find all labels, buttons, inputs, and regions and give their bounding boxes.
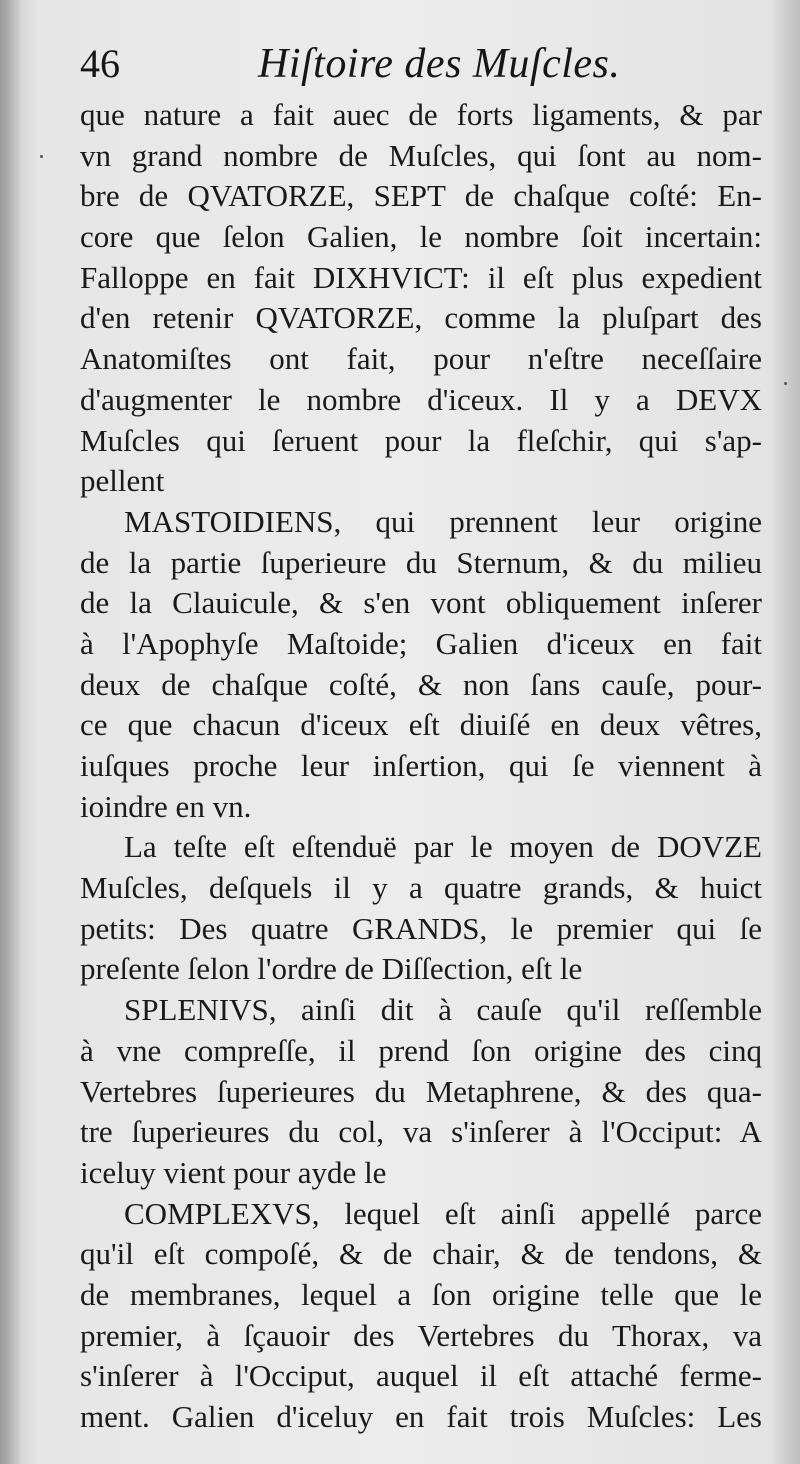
- text-line: iuſques proche leur inſertion, qui ſe viennent à: [80, 748, 762, 783]
- text-line: à l'Apophyſe Maſtoide; Galien d'iceux en fait: [80, 625, 762, 661]
- body-text: [80, 95, 762, 1438]
- text-line: core que ſelon Galien, le nombre ſoit incertain:: [80, 219, 762, 255]
- ink-speck: [40, 155, 43, 158]
- text-line: ment. Galien d'iceluy en fait trois Muſcles: Les: [80, 1399, 762, 1434]
- text-line: de la Clauicule, & s'en vont obliquement inſerer: [80, 585, 762, 621]
- text-line: de la partie ſuperieure du Sternum, & du milieu: [80, 544, 762, 580]
- text-line: iceluy vient pour ayde le: [80, 1154, 387, 1190]
- text-line: bre de QVATORZE, SEPT de chaſque coſté: En-: [80, 178, 762, 214]
- text-line: MASTOIDIENS, qui prennent leur origine: [124, 503, 762, 539]
- text-line: s'inſerer à l'Occiput, auquel il eſt attaché ferme-: [80, 1358, 762, 1394]
- text-line: d'augmenter le nombre d'iceux. Il y a DEVX: [80, 381, 762, 417]
- text-line: deux de chaſque coſté, & non ſans cauſe, pour-: [80, 666, 762, 702]
- text-line: petits: Des quatre GRANDS, le premier qui ſe: [80, 910, 762, 946]
- text-line: La teſte eſt eſtenduë par le moyen de DOVZE: [124, 829, 762, 865]
- text-line: ioindre en vn.: [80, 788, 252, 824]
- text-line: pellent: [80, 463, 165, 499]
- text-line: de membranes, lequel a ſon origine telle que le: [80, 1276, 762, 1312]
- binding-shadow: [0, 0, 22, 1464]
- text-line: tre ſuperieures du col, va s'inſerer à l'Occiput: A: [80, 1114, 762, 1150]
- text-line: premier, à ſçauoir des Vertebres du Thorax, va: [80, 1317, 762, 1353]
- text-line: Vertebres ſuperieures du Metaphrene, & des qua-: [80, 1073, 762, 1109]
- text-line: COMPLEXVS, lequel eſt ainſi appellé parce: [124, 1195, 762, 1231]
- text-line: SPLENIVS, ainſi dit à cauſe qu'il reſſemble: [124, 992, 762, 1028]
- text-line: Muſcles qui ſeruent pour la fleſchir, qui s'ap-: [80, 422, 762, 458]
- page-number: 46: [80, 41, 120, 86]
- text-line: vn grand nombre de Muſcles, qui ſont au nom-: [80, 137, 762, 173]
- ink-speck: [784, 382, 787, 385]
- text-line: Falloppe en fait DIXHVICT: il eſt plus expedient: [80, 259, 762, 295]
- text-line: que nature a fait auec de forts ligaments, & par: [80, 97, 762, 132]
- text-line: à vne compreſſe, il prend ſon origine des cinq: [80, 1032, 762, 1068]
- text-line: ce que chacun d'iceux eſt diuiſé en deux vêtres,: [80, 707, 762, 743]
- page-header: [80, 40, 760, 90]
- text-line: preſente ſelon l'ordre de Diſſection, eſt le: [80, 951, 583, 987]
- text-line: d'en retenir QVATORZE, comme la pluſpart des: [80, 300, 762, 336]
- running-title: Hiſtoire des Muſcles.: [258, 41, 621, 87]
- text-line: Anatomiſtes ont fait, pour n'eſtre neceſſaire: [80, 341, 762, 377]
- text-line: qu'il eſt compoſé, & de chair, & de tendons, &: [80, 1236, 762, 1272]
- text-line: Muſcles, deſquels il y a quatre grands, & huict: [80, 870, 762, 906]
